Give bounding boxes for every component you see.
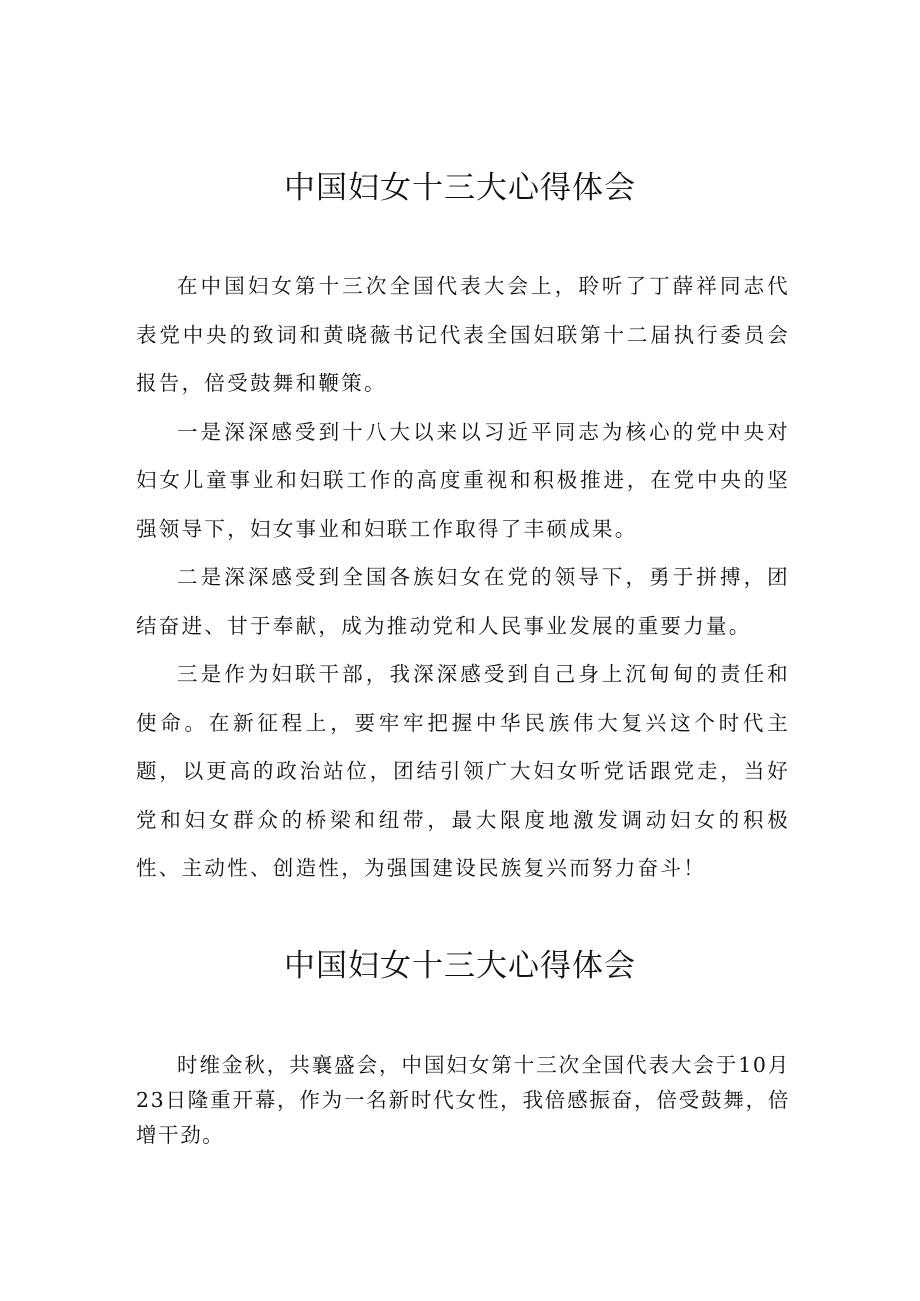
section-2-title: 中国妇女十三大心得体会 bbox=[284, 948, 636, 984]
section-1-body bbox=[136, 262, 790, 893]
section-2-body bbox=[136, 1048, 790, 1153]
section-1-paragraph-1: 在中国妇女第十三次全国代表大会上，聆听了丁薛祥同志代表党中央的致词和黄晓薇书记代表全国妇联第十二届执行委员会报告，倍受鼓舞和鞭策。 bbox=[136, 274, 790, 395]
section-1-paragraph-2: 一是深深感受到十八大以来以习近平同志为核心的党中央对妇女儿童事业和妇联工作的高度重视和积极推进，在党中央的坚强领导下，妇女事业和妇联工作取得了丰硕成果。 bbox=[136, 419, 790, 541]
section-2-paragraph-1: 时维金秋，共襄盛会，中国妇女第十三次全国代表大会于10月23日隆重开幕，作为一名新时代女性，我倍感振奋，倍受鼓舞，倍增干劲。 bbox=[136, 1053, 790, 1147]
section-1-paragraph-3: 二是深深感受到全国各族妇女在党的领导下，勇于拼搏，团结奋进、甘于奉献，成为推动党和人民事业发展的重要力量。 bbox=[136, 565, 790, 638]
section-1-paragraph-4: 三是作为妇联干部，我深深感受到自己身上沉甸甸的责任和使命。在新征程上，要牢牢把握中华民族伟大复兴这个时代主题，以更高的政治站位，团结引领广大妇女听党话跟党走，当好党和妇女群众的桥梁和纽带，最大限度地激发调动妇女的积极性、主动性、创造性，为强国建设民族复兴而努力奋斗！ bbox=[136, 662, 790, 880]
section-1-title: 中国妇女十三大心得体会 bbox=[284, 170, 636, 206]
